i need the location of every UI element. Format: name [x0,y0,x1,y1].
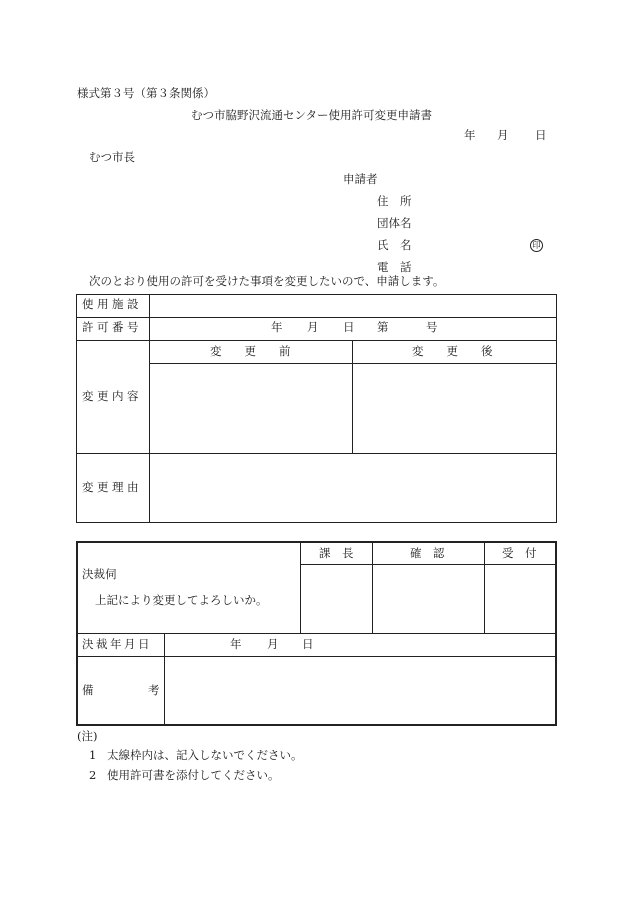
permit-year: 年 [271,320,283,334]
after-header: 変 更 後 [412,344,493,358]
after-field[interactable] [353,364,556,452]
before-header: 変 更 前 [210,344,291,358]
decision-day: 日 [302,637,314,651]
permit-dai: 第 [377,320,389,334]
reception-stamp-field[interactable] [485,565,555,632]
date-month-label: 月 [497,128,509,142]
organization-label: 団体名 [377,216,412,230]
decision-year: 年 [230,637,242,651]
date-year-label: 年 [464,128,476,142]
reason-label: 変更理由 [82,480,142,494]
before-field[interactable] [150,364,351,452]
permit-day: 日 [343,320,355,334]
note-number: 1 [89,748,97,762]
note-text: 太線枠内は、記入しないでください。 [107,748,303,762]
remarks-field[interactable] [165,657,555,724]
change-content-label: 変更内容 [82,389,142,403]
remarks-label-right: 考 [148,683,160,697]
confirm-stamp-field[interactable] [373,565,483,632]
facility-label: 使用施設 [82,297,142,311]
decision-label: 決裁伺 [82,567,117,581]
phone-label: 電 話 [377,260,412,274]
applicant-label: 申請者 [343,172,378,186]
seal-mark: 印 [530,239,543,252]
address-label: 住 所 [377,194,412,208]
remarks-label-left: 備 [82,683,94,697]
chief-label: 課 長 [319,546,354,560]
permit-go: 号 [426,320,438,334]
date-day-label: 日 [535,128,547,142]
facility-field[interactable] [150,295,556,316]
page-title: むつ市脇野沢流通センター使用許可変更申請書 [191,108,433,122]
chief-stamp-field[interactable] [301,565,371,632]
confirm-label: 確 認 [410,546,445,560]
reason-field[interactable] [150,454,556,522]
name-label: 氏 名 [377,238,412,252]
row-divider [77,633,556,634]
decision-text: 上記により変更してよろしいか。 [95,593,268,607]
reception-label: 受 付 [502,546,537,560]
permit-number-label: 許可番号 [82,320,142,334]
decision-month: 月 [267,637,279,651]
note-text: 使用許可書を添付してください。 [107,768,280,782]
form-number: 様式第３号（第３条関係） [77,86,215,100]
decision-date-label: 決裁年月日 [82,637,152,651]
addressee: むつ市長 [89,150,135,164]
note-number: 2 [89,768,97,782]
permit-month: 月 [307,320,319,334]
notes-header: (注) [77,729,98,743]
statement: 次のとおり使用の許可を受けた事項を変更したいので、申請します。 [89,274,445,288]
